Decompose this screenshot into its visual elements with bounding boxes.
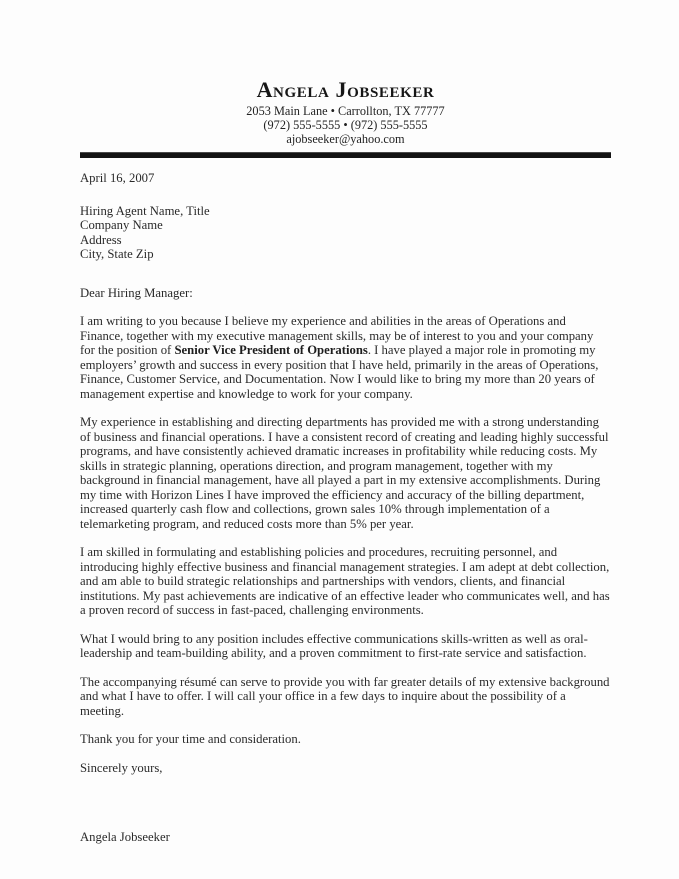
recipient-name-title: Hiring Agent Name, Title: [80, 203, 210, 218]
paragraph-resume-followup: The accompanying résumé can serve to provide you with far greater details of my extensive background and what I have to offer. I will call your office in a few days to inquire about the possibility of a meeting.: [80, 674, 610, 718]
closing-phrase: Sincerely yours,: [80, 760, 163, 775]
paragraph-skills: I am skilled in formulating and establishing policies and procedures, recruiting personnel, and introducing highly effective business and financial management strategies. I am adept at debt collection, and am able to build strategic relationships and partnerships with vendors, clients, and financial institutions. My past achievements are indicative of an effective leader who communicates well, and has a proven record of success in fast-paced, challenging environments.: [80, 545, 610, 617]
recipient-company: Company Name: [80, 218, 163, 232]
letterhead-street-address: 2053 Main Lane • Carrollton, TX 77777: [246, 104, 445, 118]
paragraph-experience: My experience in establishing and directing departments has provided me with a strong understanding of business and financial operations. I have a consistent record of creating and leading highly successful programs, and have consistently achieved dramatic increases in profitability while reducing costs. My skills in strategic planning, operations direction, and program management, together with my background in financial management, have all played a part in my extensive accomplishments. During my time with Horizon Lines I have improved the efficiency and accuracy of the billing department, increased quarterly cash flow and collections, grown sales 10% through implementation of a telemarketing program, and reduced costs more than 5% per year.: [80, 415, 609, 531]
paragraph-introduction-rest: . I have played a major role in promoting my employers’ growth and success in every position that I have held, primarily in the areas of Operations, Finance, Customer Service, and Documentation. Now I would like to bring my more than 20 years of management expertise and knowledge to work for your company.: [80, 343, 599, 401]
signature-name: Angela Jobseeker: [80, 830, 170, 844]
position-title-bold: Senior Vice President of Operations: [174, 343, 368, 357]
letterhead-email: ajobseeker@yahoo.com: [286, 132, 405, 146]
paragraph-thanks: Thank you for your time and consideration.: [80, 732, 301, 746]
recipient-address: Address: [80, 232, 122, 247]
paragraph-introduction-lead: I am writing to you because I believe my experience and abilities in the areas of Operations and Finance, together with my executive management skills, may be of interest to you and your company for the position of: [80, 314, 594, 357]
letterhead-name: Angela Jobseeker: [256, 77, 435, 102]
letter-body: [80, 286, 611, 845]
recipient-block: [80, 204, 611, 262]
letterhead-phone-numbers: (972) 555-5555 • (972) 555-5555: [263, 118, 428, 132]
recipient-city-state-zip: City, State Zip: [80, 247, 154, 261]
letter-date: April 16, 2007: [80, 171, 155, 185]
letterhead-divider-rule: [80, 152, 611, 158]
paragraph-value: What I would bring to any position includes effective communications skills-written as well as oral-leadership and team-building ability, and a proven commitment to first-rate service and satisfaction.: [80, 631, 588, 660]
letterhead: [80, 78, 611, 146]
paragraph-introduction: [80, 314, 611, 401]
salutation: Dear Hiring Manager:: [80, 285, 193, 300]
